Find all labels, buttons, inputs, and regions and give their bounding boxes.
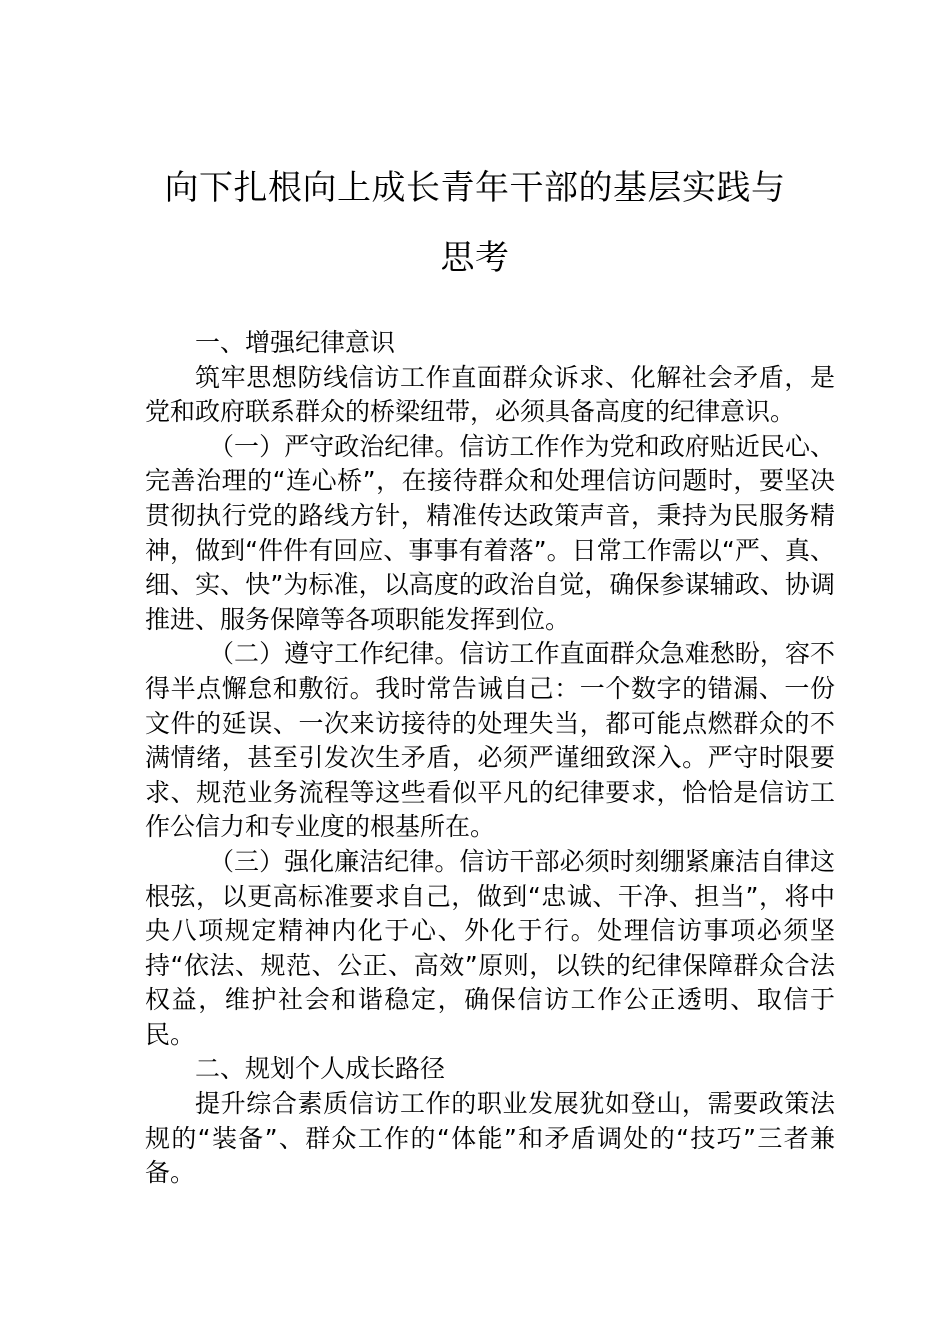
section-intro-paragraph: 提升综合素质信访工作的职业发展犹如登山，需要政策法规的“装备”、群众工作的“体能”和矛盾调处的“技巧”三者兼备。 <box>145 1089 835 1188</box>
document-body <box>145 326 835 1191</box>
subsection-paragraph: （二）遵守工作纪律。信访工作直面群众急难愁盼，容不得半点懈怠和敷衍。我时常告诫自己：一个数字的错漏、一份文件的延误、一次来访接待的处理失当，都可能点燃群众的不满情绪，甚至引发次生矛盾，必须严谨细致深入。严守时限要求、规范业务流程等这些看似平凡的纪律要求，恰恰是信访工作公信力和专业度的根基所在。 <box>145 639 835 842</box>
section-heading: 一、增强纪律意识 <box>195 328 396 357</box>
section-intro-paragraph: 筑牢思想防线信访工作直面群众诉求、化解社会矛盾，是党和政府联系群众的桥梁纽带，必须具备高度的纪律意识。 <box>145 362 835 427</box>
document-title-line-2: 思考 <box>440 238 510 278</box>
subsection-paragraph: （三）强化廉洁纪律。信访干部必须时刻绷紧廉洁自律这根弦，以更高标准要求自己，做到“忠诚、干净、担当”，将中央八项规定精神内化于心、外化于行。处理信访事项必须坚持“依法、规范、公正、高效”原则，以铁的纪律保障群众合法权益，维护社会和谐稳定，确保信访工作公正透明、取信于民。 <box>145 846 835 1049</box>
section-heading: 二、规划个人成长路径 <box>195 1054 446 1084</box>
document-title-line-1: 向下扎根向上成长青年干部的基层实践与 <box>164 168 786 208</box>
subsection-paragraph: （一）严守政治纪律。信访工作作为党和政府贴近民心、完善治理的“连心桥”，在接待群众和处理信访问题时，要坚决贯彻执行党的路线方针，精准传达政策声音，秉持为民服务精神，做到“件件有回应、事事有着落”。日常工作需以“严、真、细、实、快”为标准，以高度的政治自觉，确保参谋辅政、协调推进、服务保障等各项职能发挥到位。 <box>145 431 835 634</box>
